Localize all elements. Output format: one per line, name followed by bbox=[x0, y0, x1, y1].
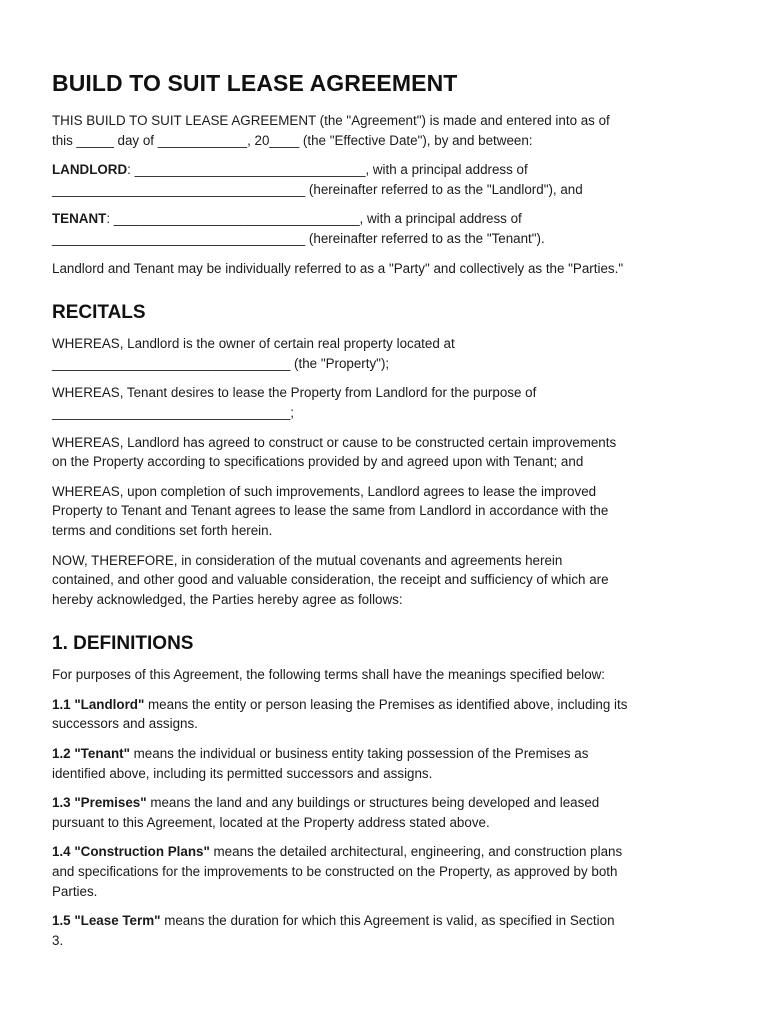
definition-text: means the detailed architectural, engineering, and construction plans bbox=[209, 844, 623, 860]
definition-line: pursuant to this Agreement, located at the Property address stated above. bbox=[52, 814, 490, 830]
tenant-line bbox=[52, 209, 722, 229]
landlord-label: LANDLORD bbox=[52, 162, 128, 178]
recital-paragraph bbox=[52, 383, 722, 422]
recital-paragraph bbox=[52, 482, 722, 541]
definition-line: 3. bbox=[52, 932, 64, 948]
intro-paragraph bbox=[52, 111, 722, 150]
recital-line: terms and conditions set forth herein. bbox=[52, 522, 273, 538]
document-title: BUILD TO SUIT LEASE AGREEMENT bbox=[52, 70, 458, 96]
definition-item bbox=[52, 793, 722, 832]
definition-term: 1.1 "Landlord" bbox=[52, 696, 145, 712]
tenant-paragraph bbox=[52, 209, 722, 248]
tenant-line-text: : _________________________________, with a principal address of bbox=[106, 211, 522, 227]
definition-term: 1.5 "Lease Term" bbox=[52, 913, 161, 929]
definition-item bbox=[52, 911, 722, 950]
section-spacer bbox=[52, 288, 722, 302]
definition-item bbox=[52, 744, 722, 783]
definition-term: 1.2 "Tenant" bbox=[52, 746, 130, 762]
recital-paragraph bbox=[52, 334, 722, 373]
definition-item bbox=[52, 695, 722, 734]
landlord-line: __________________________________ (hereinafter referred to as the "Landlord"), and bbox=[52, 181, 583, 197]
recital-line: hereby acknowledged, the Parties hereby agree as follows: bbox=[52, 591, 403, 607]
definition-line bbox=[52, 911, 722, 931]
definition-line: identified above, including its permitted successors and assigns. bbox=[52, 765, 433, 781]
definition-line bbox=[52, 744, 722, 764]
recitals-heading: RECITALS bbox=[52, 302, 146, 324]
recital-line: ________________________________ (the "Property"); bbox=[52, 355, 390, 371]
definition-line: and specifications for the improvements to be constructed on the Property, as approved by both bbox=[52, 864, 618, 880]
definition-line bbox=[52, 842, 722, 862]
intro-line: this _____ day of ____________, 20____ (the "Effective Date"), by and between: bbox=[52, 132, 533, 148]
recital-line: contained, and other good and valuable consideration, the receipt and sufficiency of which are bbox=[52, 572, 609, 588]
definition-line bbox=[52, 695, 722, 715]
landlord-paragraph bbox=[52, 160, 722, 199]
definition-line: successors and assigns. bbox=[52, 716, 198, 732]
parties-paragraph bbox=[52, 259, 722, 279]
definition-term: 1.3 "Premises" bbox=[52, 795, 147, 811]
recital-line: ________________________________; bbox=[52, 404, 295, 420]
definition-line: Parties. bbox=[52, 883, 98, 899]
definition-item bbox=[52, 842, 722, 901]
landlord-line-text: : _______________________________, with a principal address of bbox=[127, 162, 528, 178]
recital-line: Property to Tenant and Tenant agrees to lease the same from Landlord in accordance with the bbox=[52, 503, 609, 519]
definitions-intro bbox=[52, 665, 722, 685]
definition-term: 1.4 "Construction Plans" bbox=[52, 844, 210, 860]
intro-line: THIS BUILD TO SUIT LEASE AGREEMENT (the "Agreement") is made and entered into as of bbox=[52, 113, 610, 128]
recital-paragraph bbox=[52, 551, 722, 610]
tenant-line: __________________________________ (hereinafter referred to as the "Tenant"). bbox=[52, 230, 545, 246]
tenant-label: TENANT bbox=[52, 211, 107, 227]
definition-text: means the entity or person leasing the Premises as identified above, including its bbox=[144, 696, 628, 712]
recital-line: WHEREAS, Landlord has agreed to construct or cause to be constructed certain improvements bbox=[52, 434, 617, 450]
recital-line: WHEREAS, upon completion of such improvements, Landlord agrees to lease the improved bbox=[52, 483, 597, 499]
definition-line bbox=[52, 793, 722, 813]
definitions-intro-line: For purposes of this Agreement, the following terms shall have the meanings specified below: bbox=[52, 667, 606, 683]
definitions-heading: 1. DEFINITIONS bbox=[52, 633, 194, 655]
recital-paragraph bbox=[52, 433, 722, 472]
recital-line: WHEREAS, Tenant desires to lease the Property from Landlord for the purpose of bbox=[52, 385, 537, 401]
section-spacer bbox=[52, 619, 722, 633]
definition-text: means the duration for which this Agreement is valid, as specified in Section bbox=[160, 913, 615, 929]
landlord-line bbox=[52, 160, 722, 180]
recital-line: on the Property according to specifications provided by and agreed upon with Tenant; and bbox=[52, 454, 584, 470]
recital-line: WHEREAS, Landlord is the owner of certain real property located at bbox=[52, 336, 455, 352]
parties-line: Landlord and Tenant may be individually referred to as a "Party" and collectively as the "Parties." bbox=[52, 260, 624, 276]
recital-line: NOW, THEREFORE, in consideration of the mutual covenants and agreements herein bbox=[52, 552, 563, 568]
definition-text: means the individual or business entity taking possession of the Premises as bbox=[129, 746, 589, 762]
definition-text: means the land and any buildings or structures being developed and leased bbox=[146, 795, 600, 811]
